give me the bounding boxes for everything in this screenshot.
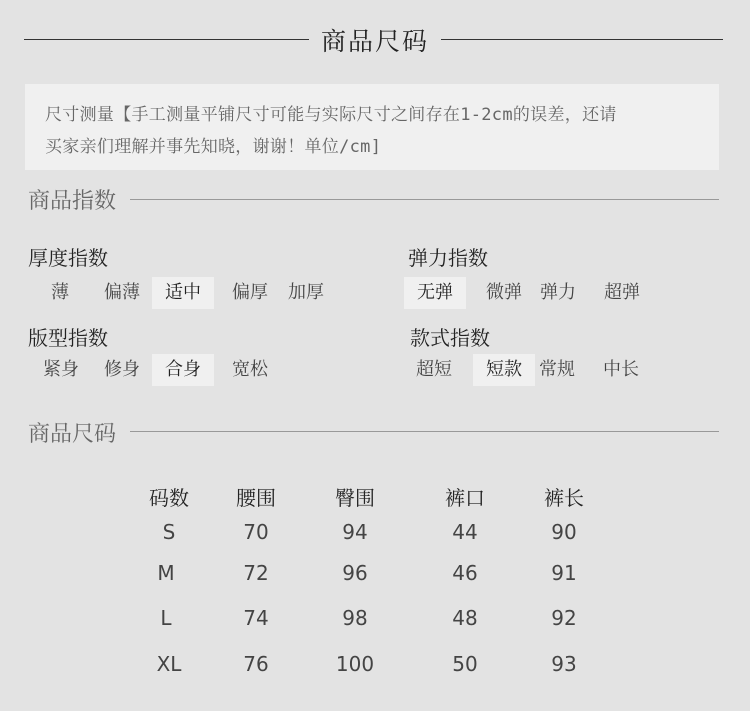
column-header-waist: 腰围 xyxy=(236,486,276,510)
fit-option: 紧身 xyxy=(43,359,79,380)
column-header-length: 裤长 xyxy=(544,486,584,510)
table-cell: 70 xyxy=(243,520,269,544)
elasticity-option-selected: 无弹 xyxy=(404,277,466,309)
table-cell: 44 xyxy=(452,520,478,544)
thickness-option: 偏厚 xyxy=(232,282,268,303)
table-cell: S xyxy=(162,520,176,544)
thickness-option: 加厚 xyxy=(288,282,324,303)
table-cell: L xyxy=(160,606,172,630)
table-cell: 50 xyxy=(452,652,478,676)
table-cell: 96 xyxy=(342,561,368,585)
table-cell: 93 xyxy=(551,652,577,676)
table-cell: 90 xyxy=(551,520,577,544)
section-divider-indices xyxy=(130,199,719,200)
note-line-1: 尺寸测量【手工测量平铺尺寸可能与实际尺寸之间存在1-2cm的误差，还请 xyxy=(45,105,617,125)
column-header-hip: 臀围 xyxy=(335,486,375,510)
table-cell: 76 xyxy=(243,652,269,676)
elasticity-option: 弹力 xyxy=(540,282,576,303)
fit-option: 宽松 xyxy=(232,359,268,380)
thickness-option: 薄 xyxy=(51,282,69,303)
style-option: 中长 xyxy=(603,359,639,380)
elasticity-option: 超弹 xyxy=(604,282,640,303)
table-cell: 72 xyxy=(243,561,269,585)
table-cell: 94 xyxy=(342,520,368,544)
style-option: 超短 xyxy=(416,359,452,380)
fit-option-selected: 合身 xyxy=(152,354,214,386)
elasticity-option: 微弹 xyxy=(486,282,522,303)
section-title-indices: 商品指数 xyxy=(28,189,117,214)
title-line-right xyxy=(441,39,723,40)
table-cell: 46 xyxy=(452,561,478,585)
elasticity-index-label: 弹力指数 xyxy=(408,246,488,270)
fit-index-label: 版型指数 xyxy=(28,326,108,350)
table-cell: 91 xyxy=(551,561,577,585)
column-header-leg-opening: 裤口 xyxy=(445,486,485,510)
thickness-option-selected: 适中 xyxy=(152,277,214,309)
note-line-2: 买家亲们理解并事先知晓，谢谢！单位/cm] xyxy=(45,137,382,157)
table-cell: 98 xyxy=(342,606,368,630)
table-cell: 48 xyxy=(452,606,478,630)
style-index-label: 款式指数 xyxy=(410,326,490,350)
section-title-sizes: 商品尺码 xyxy=(28,422,117,447)
style-option: 常规 xyxy=(539,359,575,380)
table-cell: M xyxy=(157,561,175,585)
thickness-index-label: 厚度指数 xyxy=(28,246,108,270)
section-divider-sizes xyxy=(130,431,719,432)
fit-option: 修身 xyxy=(104,359,140,380)
title-line-left xyxy=(24,39,309,40)
table-cell: XL xyxy=(156,652,182,676)
style-option-selected: 短款 xyxy=(473,354,535,386)
table-cell: 92 xyxy=(551,606,577,630)
table-cell: 74 xyxy=(243,606,269,630)
measurement-note xyxy=(25,84,719,170)
thickness-option: 偏薄 xyxy=(104,282,140,303)
column-header-size: 码数 xyxy=(149,486,189,510)
page-title: 商品尺码 xyxy=(320,27,429,56)
table-cell: 100 xyxy=(335,652,375,676)
